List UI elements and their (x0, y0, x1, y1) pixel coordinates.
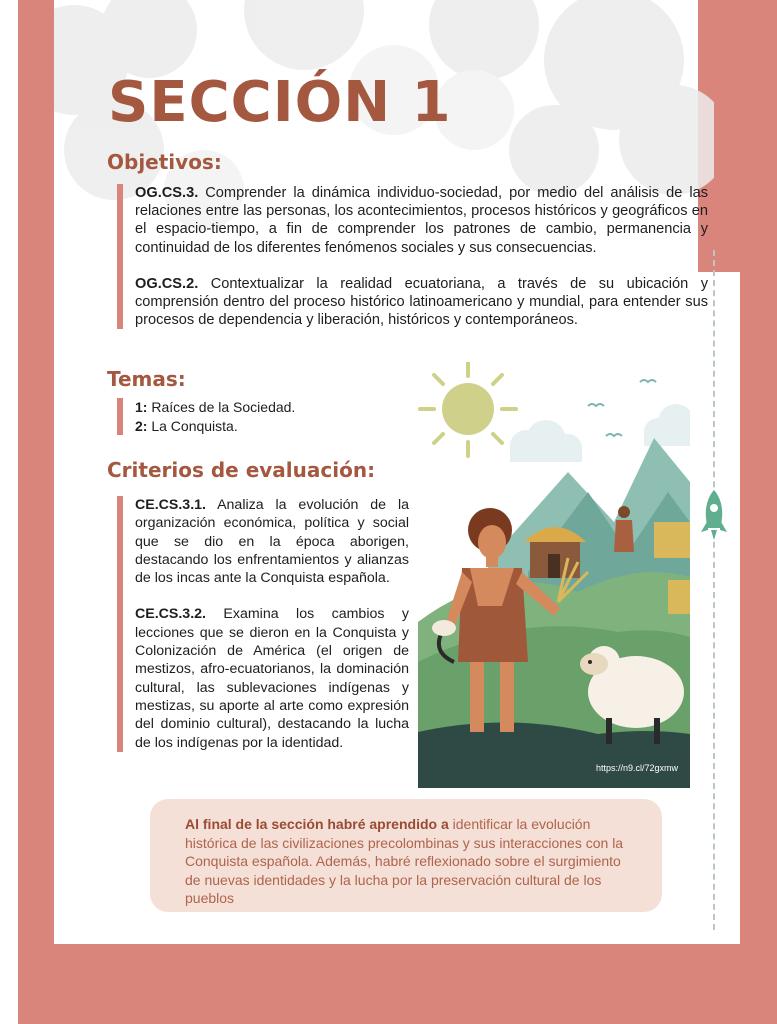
objetivo-item (135, 275, 708, 330)
learning-outcome-lead: Al final de la sección habré aprendido a (185, 816, 449, 832)
tema-item (135, 398, 385, 417)
objetivos-list (117, 184, 708, 329)
frame-bottom (18, 944, 777, 1024)
page-edge (0, 0, 18, 1024)
criterio-code: CE.CS.3.2. (135, 606, 206, 623)
learning-outcome-text (185, 815, 640, 908)
tema-item (135, 417, 385, 436)
objetivos-heading: Objetivos: (107, 150, 222, 174)
dashed-guide (713, 250, 715, 930)
section-title: SECCIÓN 1 (108, 70, 452, 135)
criterios-heading: Criterios de evaluación: (107, 458, 376, 482)
objetivo-item (135, 184, 708, 257)
tema-number: 1: (135, 399, 148, 415)
frame-left (18, 0, 54, 1024)
criterios-list (117, 496, 409, 752)
tema-text: Raíces de la Sociedad. (147, 399, 296, 415)
objetivo-text: Contextualizar la realidad ecuatoriana, a través de su ubicación y comprensión dentro del proceso histórico latinoamericano y mundial, para entender sus procesos de dependencia y liberación, históricos y contemporáneos. (135, 275, 708, 329)
rocket-icon (697, 488, 731, 544)
criterio-text: Examina los cambios y lecciones que se dieron en la Conquista y Colonización de América (el origen de mestizos, afro-ecuatorianos, la dominación cultural, las sublevaciones indígenas y mestizas, su aporte al arte como expresión del dominio cultural), destacando la lucha de los indígenas por la identidad. (135, 606, 409, 751)
learning-outcome-body: identificar la evolución histórica de las civilizaciones precolombinas y sus interacciones con la Conquista española. Además, habré reflexionado sobre el surgimiento de nuevas identidades y la lucha por la preservación cultural de los pueblos (185, 816, 624, 906)
temas-list (117, 398, 385, 435)
objetivo-code: OG.CS.2. (135, 275, 199, 292)
criterio-item (135, 605, 409, 751)
tema-text: La Conquista. (147, 417, 238, 434)
objetivo-text: Comprender la dinámica individuo-sociedad, por medio del análisis de las relaciones entre las personas, los acontecimientos, procesos históricos y geográficos en el espacio-tiempo, a fin de comprender los patrones de cambio, permanencia y continuidad de los diferentes fenómenos sociales y sus consecuencias. (135, 185, 708, 256)
criterio-code: CE.CS.3.1. (135, 497, 206, 513)
tema-number: 2: (135, 417, 148, 434)
learning-outcome-box (150, 799, 662, 912)
page-paper-tab (698, 272, 740, 944)
image-credit: https://n9.cl/72gxmw (596, 763, 679, 773)
criterio-text: Analiza la evolución de la organización económica, política y social que se dio en la época aborigen, destacando los enfrentamientos y alianzas de los incas ante la Conquista española. (135, 497, 409, 587)
temas-heading: Temas: (107, 367, 186, 391)
farmer-with-sheep-illustration (418, 362, 690, 788)
criterio-item (135, 496, 409, 587)
objetivo-code: OG.CS.3. (135, 185, 199, 201)
